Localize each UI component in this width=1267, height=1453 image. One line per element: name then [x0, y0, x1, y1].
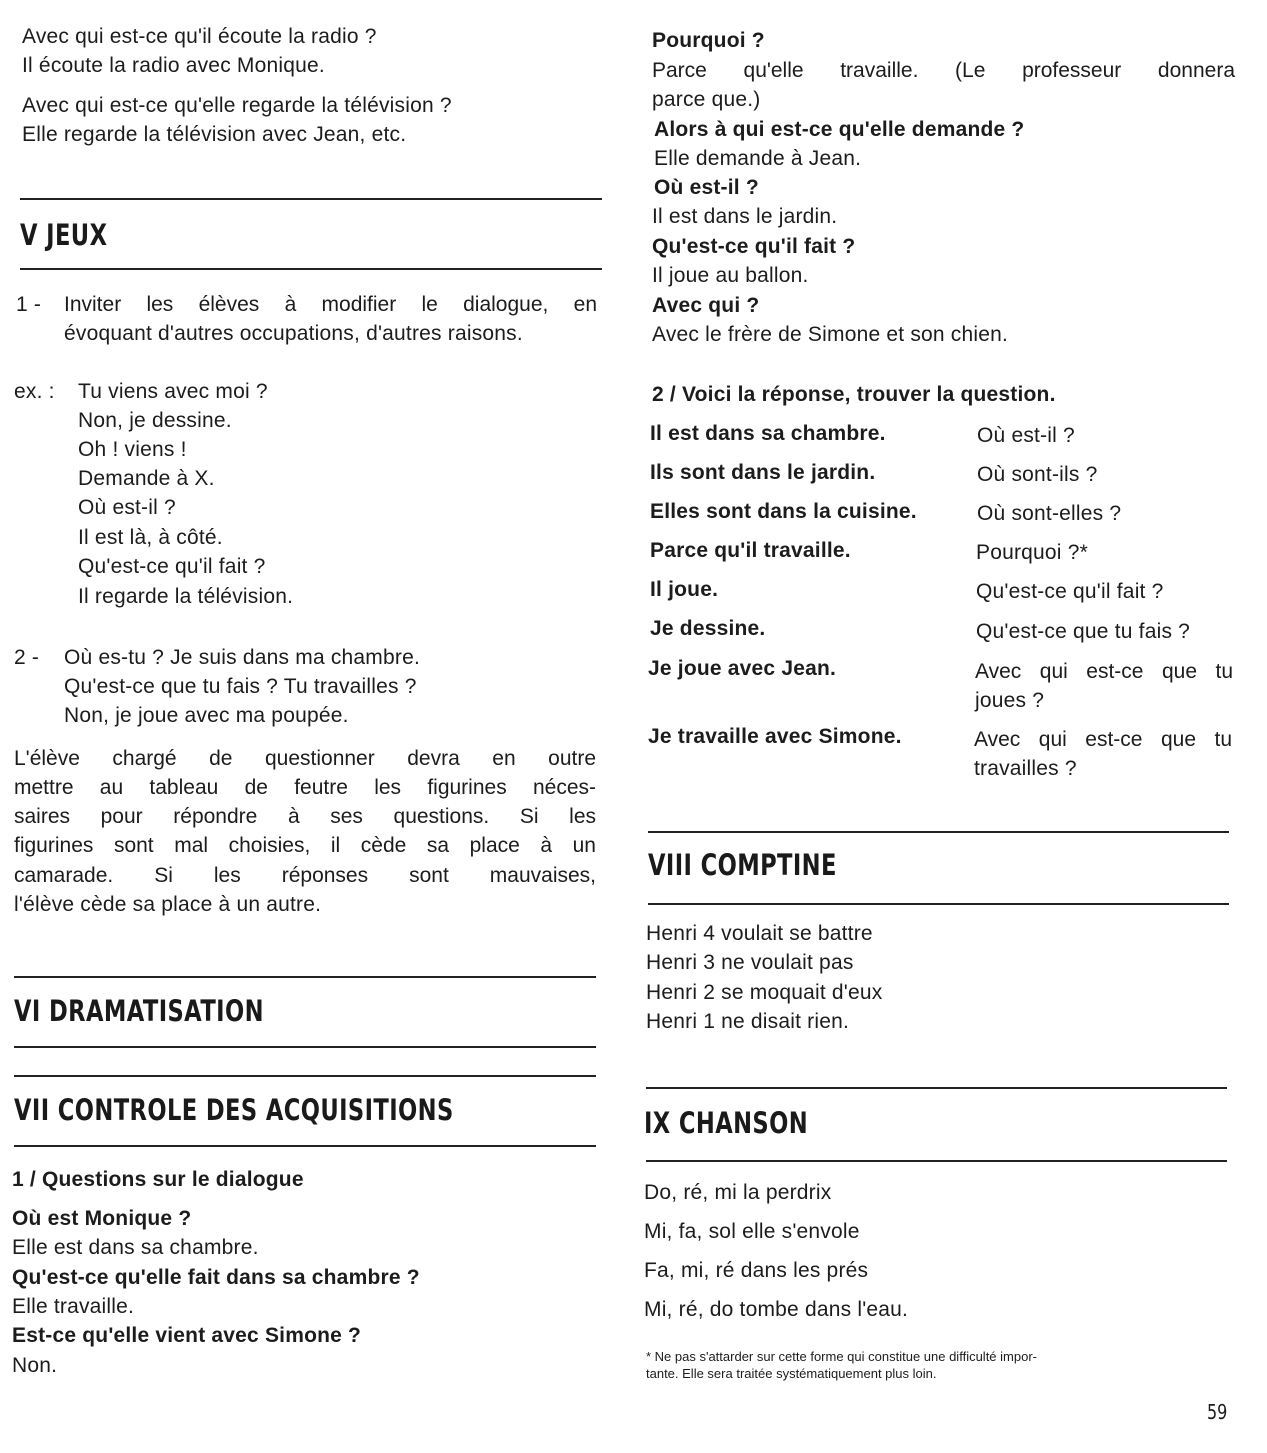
divider — [14, 1075, 596, 1077]
divider — [14, 1046, 596, 1048]
comptine-line: Henri 3 ne voulait pas — [646, 951, 854, 974]
section-heading-comptine: VIII COMPTINE — [648, 848, 837, 882]
subheading-questions: 1 / Questions sur le dialogue — [12, 1168, 304, 1191]
example-line: Où est-il ? — [78, 496, 176, 519]
question: Qu'est-ce qu'il fait ? — [652, 235, 856, 258]
page-number: 59 — [1207, 1400, 1228, 1424]
footnote-line: tante. Elle sera traitée systématiquement plus loin. — [646, 1366, 937, 1381]
jeux-item1-number: 1 - — [16, 293, 42, 316]
footnote-line: * Ne pas s'attarder sur cette forme qui constitue une difficulté impor- — [646, 1349, 1037, 1364]
intro-line-4: Elle regarde la télévision avec Jean, etc. — [22, 123, 407, 146]
expected-question: travailles ? — [974, 757, 1077, 780]
intro-line-1: Avec qui est-ce qu'il écoute la radio ? — [22, 25, 377, 48]
paragraph-line: l'élève cède sa place à un autre. — [14, 893, 322, 916]
divider — [14, 1145, 596, 1147]
expected-question: joues ? — [975, 689, 1045, 712]
divider — [648, 903, 1229, 905]
expected-question: Avec qui est-ce que tu — [974, 728, 1232, 751]
comptine-line: Henri 2 se moquait d'eux — [646, 981, 883, 1004]
paragraph-line: L'élève chargé de questionner devra en outre — [14, 747, 596, 770]
comptine-line: Henri 1 ne disait rien. — [646, 1010, 850, 1033]
example-line: Qu'est-ce qu'il fait ? — [78, 555, 266, 578]
example-line: Il est là, à côté. — [78, 526, 223, 549]
jeux-item2-line: Qu'est-ce que tu fais ? Tu travailles ? — [64, 675, 417, 698]
answer: parce que.) — [652, 88, 761, 111]
response: Je joue avec Jean. — [648, 657, 837, 680]
chanson-line: Mi, fa, sol elle s'envole — [644, 1220, 860, 1243]
expected-question: Qu'est-ce qu'il fait ? — [976, 580, 1164, 603]
answer: Avec le frère de Simone et son chien. — [652, 323, 1009, 346]
question: Pourquoi ? — [652, 29, 765, 52]
divider — [20, 268, 602, 270]
example-line: Non, je dessine. — [78, 409, 232, 432]
answer: Il est dans le jardin. — [652, 205, 838, 228]
comptine-line: Henri 4 voulait se battre — [646, 922, 873, 945]
answer: Elle est dans sa chambre. — [12, 1236, 259, 1259]
answer: Non. — [12, 1354, 58, 1377]
expected-question: Où sont-elles ? — [977, 502, 1122, 525]
question: Où est Monique ? — [12, 1207, 192, 1230]
answer: Elle travaille. — [12, 1295, 135, 1318]
answer: Il joue au ballon. — [652, 264, 809, 287]
jeux-item1-line2: évoquant d'autres occupations, d'autres raisons. — [64, 322, 523, 345]
subheading-reponse: 2 / Voici la réponse, trouver la question. — [652, 383, 1056, 406]
section-heading-dramatisation: VI DRAMATISATION — [14, 994, 264, 1028]
expected-question: Où est-il ? — [977, 424, 1075, 447]
expected-question: Où sont-ils ? — [977, 463, 1098, 486]
jeux-item2-number: 2 - — [14, 646, 40, 669]
answer: Parce qu'elle travaille. (Le professeur donnera — [652, 59, 1235, 82]
divider — [648, 831, 1229, 833]
intro-line-3: Avec qui est-ce qu'elle regarde la télévision ? — [22, 94, 452, 117]
jeux-item1-line1: Inviter les élèves à modifier le dialogue, en — [64, 293, 597, 316]
jeux-item2-line: Non, je joue avec ma poupée. — [64, 704, 349, 727]
question: Est-ce qu'elle vient avec Simone ? — [12, 1324, 362, 1347]
example-line: Tu viens avec moi ? — [78, 380, 268, 403]
chanson-line: Fa, mi, ré dans les prés — [644, 1259, 869, 1282]
response: Parce qu'il travaille. — [650, 539, 851, 562]
divider — [646, 1160, 1227, 1162]
intro-line-2: Il écoute la radio avec Monique. — [22, 54, 325, 77]
paragraph-line: saires pour répondre à ses questions. Si les — [14, 805, 596, 828]
question: Avec qui ? — [652, 294, 760, 317]
answer: Elle demande à Jean. — [654, 147, 862, 170]
response: Je travaille avec Simone. — [648, 725, 902, 748]
section-heading-controle: VII CONTROLE DES ACQUISITIONS — [14, 1093, 454, 1127]
response: Il est dans sa chambre. — [650, 422, 886, 445]
paragraph-line: mettre au tableau de feutre les figurines néces- — [14, 776, 596, 799]
example-label: ex. : — [14, 380, 55, 403]
divider — [646, 1087, 1227, 1089]
response: Je dessine. — [650, 617, 766, 640]
example-line: Oh ! viens ! — [78, 438, 187, 461]
question: Qu'est-ce qu'elle fait dans sa chambre ? — [12, 1266, 420, 1289]
question: Où est-il ? — [654, 176, 759, 199]
question: Alors à qui est-ce qu'elle demande ? — [654, 118, 1025, 141]
response: Elles sont dans la cuisine. — [650, 500, 917, 523]
example-line: Il regarde la télévision. — [78, 585, 294, 608]
expected-question: Pourquoi ?* — [976, 541, 1088, 564]
expected-question: Avec qui est-ce que tu — [975, 660, 1233, 683]
jeux-item2-line: Où es-tu ? Je suis dans ma chambre. — [64, 646, 420, 669]
divider — [14, 976, 596, 978]
paragraph-line: figurines sont mal choisies, il cède sa place à un — [14, 834, 596, 857]
paragraph-line: camarade. Si les réponses sont mauvaises, — [14, 864, 596, 887]
divider — [20, 198, 602, 200]
section-heading-jeux: V JEUX — [20, 218, 108, 252]
example-line: Demande à X. — [78, 467, 215, 490]
expected-question: Qu'est-ce que tu fais ? — [976, 620, 1191, 643]
response: Ils sont dans le jardin. — [650, 461, 876, 484]
section-heading-chanson: IX CHANSON — [644, 1106, 809, 1140]
response: Il joue. — [650, 578, 719, 601]
chanson-line: Mi, ré, do tombe dans l'eau. — [644, 1298, 909, 1321]
chanson-line: Do, ré, mi la perdrix — [644, 1181, 832, 1204]
